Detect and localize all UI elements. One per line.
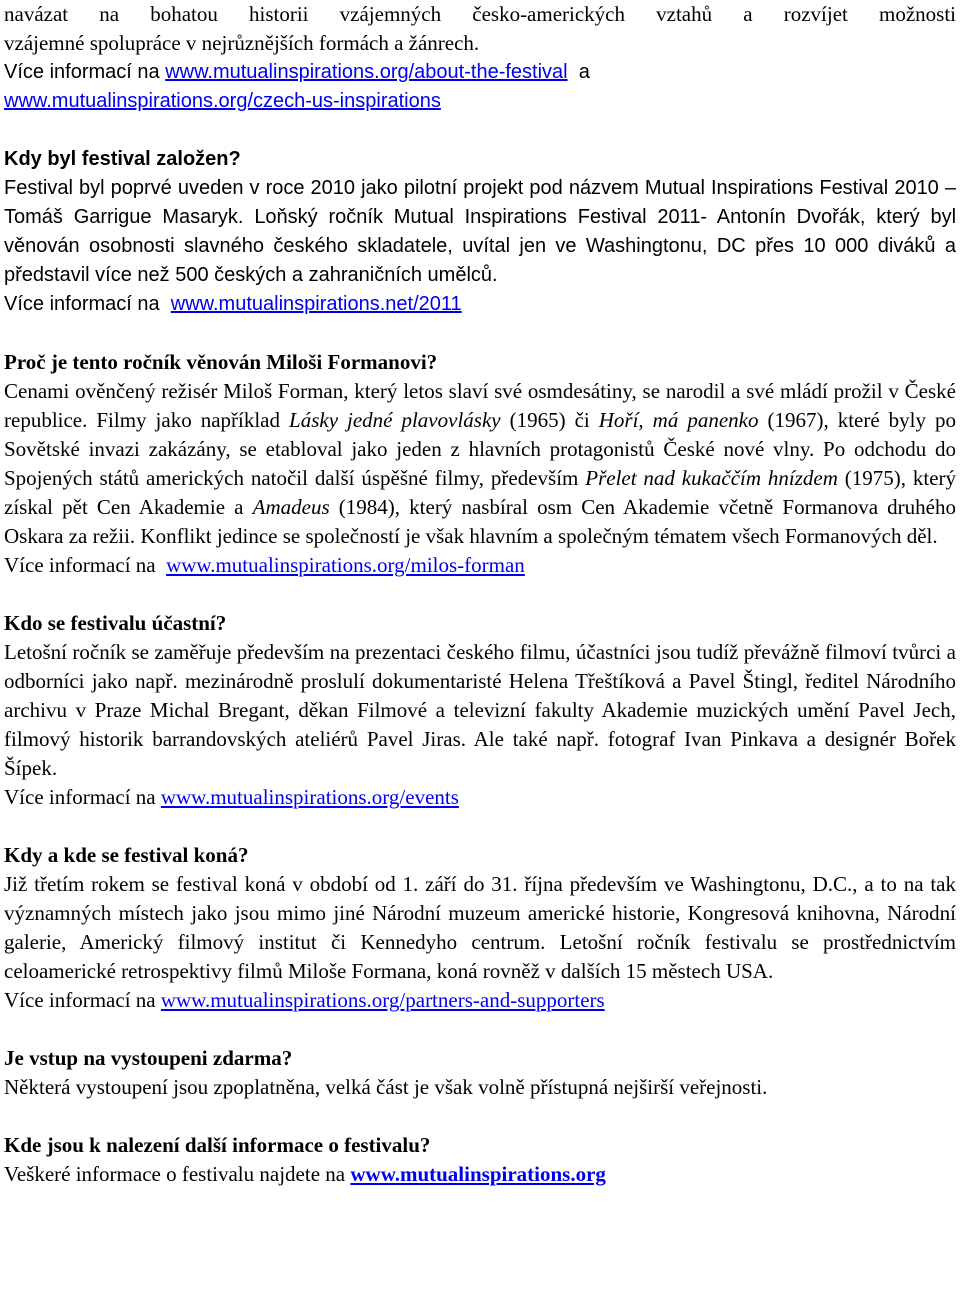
film-title: Lásky jedné plavovlásky <box>289 408 501 432</box>
when-where-more-info <box>4 986 956 1015</box>
czech-us-inspirations-link[interactable]: www.mutualinspirations.org/czech-us-inspirations <box>4 90 441 112</box>
more-info-label: Více informací na <box>4 61 160 83</box>
heading-participants: Kdo se festivalu účastní? <box>4 611 227 635</box>
film-title: Amadeus <box>252 495 330 519</box>
film-title: Přelet nad kukaččím hnízdem <box>585 466 838 490</box>
more-info-label: Více informací na <box>4 988 156 1012</box>
admission-paragraph: Některá vystoupení jsou zpoplatněna, velká část je však volně přístupná nejširší veřejnosti. <box>4 1075 768 1099</box>
intro-line-2: vzájemné spolupráce v nejrůznějších formách a žánrech. <box>4 31 480 55</box>
forman-text-8: Konflikt jedince se společností je však hlavním a společným tématem všech Formanových děl. <box>140 524 938 548</box>
participants-more-info <box>4 783 956 812</box>
founded-text-2: Loňský ročník Mutual Inspirations Festival 2011- Antonín Dvořák, který byl věnován osobnosti slavného českého skladatele, uvítal jen ve Washingtonu, DC přes 10 000 diváků a představil více než 500 českých a zahraničních umělců. <box>4 206 957 286</box>
film-title: Hoří, má panenko <box>598 408 759 432</box>
heading-more-info: Kde jsou k nalezení další informace o festivalu? <box>4 1133 431 1157</box>
forman-text-4: (1967), které byly po Sovětské invazi zakázány, se etabloval jako jeden z hlavních protagonistů České nové vlny. <box>4 408 957 461</box>
heading-founded: Kdy byl festival založen? <box>4 148 241 170</box>
when-where-text-1: Již třetím rokem se festival koná v období od 1. září do 31. října především ve Washingtonu, D.C., a to na tak významných místech jako jsou mimo jiné Národní muzeum americké historie, Kongresová knihovna, Národní galerie, Americký filmový institut či Kennedyho centrum. <box>4 872 956 954</box>
festival-2011-link[interactable]: www.mutualinspirations.net/2011 <box>170 293 462 315</box>
founded-more-info <box>4 290 956 319</box>
more-info-text: Veškeré informace o festivalu najdete na <box>4 1162 346 1186</box>
forman-text-7: (1984), který nasbíral osm Cen Akademie včetně Formanova druhého Oskara za režii. <box>4 495 956 548</box>
heading-when-where: Kdy a kde se festival koná? <box>4 843 249 867</box>
more-info-label: Více informací na <box>4 553 156 577</box>
heading-forman: Proč je tento ročník věnován Miloši Formanovi? <box>4 350 438 374</box>
more-info-label: Více informací na <box>4 785 156 809</box>
partners-link[interactable]: www.mutualinspirations.org/partners-and-supporters <box>160 988 605 1012</box>
intro-line-1: navázat na bohatou historii vzájemných česko-amerických vztahů a rozvíjet možnosti <box>4 2 956 26</box>
founded-paragraph <box>4 174 956 290</box>
forman-text-2: Filmy jako například <box>96 408 281 432</box>
founded-text-1: Festival byl poprvé uveden v roce 2010 jako pilotní projekt pod názvem Mutual Inspirations Festival 2010 – Tomáš Garrigue Masaryk. <box>4 177 956 228</box>
intro-more-info <box>4 58 956 116</box>
when-where-paragraph <box>4 870 956 986</box>
forman-paragraph <box>4 377 956 551</box>
heading-admission: Je vstup na vystoupeni zdarma? <box>4 1046 293 1070</box>
when-where-text-2: Letošní ročník festivalu se prostřednictvím celoamerické retrospektivy filmů Miloše Formana, koná rovněž v dalších 15 městech USA. <box>4 930 957 983</box>
forman-text-5: Po odchodu do Spojených států amerických natočil další úspěšné filmy, především <box>4 437 957 490</box>
events-link[interactable]: www.mutualinspirations.org/events <box>160 785 459 809</box>
main-site-link[interactable]: www.mutualinspirations.org <box>350 1162 606 1186</box>
forman-text-3: (1965) či <box>509 408 590 432</box>
forman-text-6: (1975), který získal pět Cen Akademie a <box>4 466 957 519</box>
more-info-paragraph <box>4 1160 956 1189</box>
participants-paragraph: Letošní ročník se zaměřuje především na prezentaci českého filmu, účastníci jsou tudíž převážně filmoví tvůrci a odborníci jako např. mezinárodně proslulí dokumentaristé Helena Třeštíková a Pavel Štingl, ředitel Národního archivu v Praze Michal Bregant, děkan Filmové a televizní fakulty Akademie muzických umění Pavel Jech, filmový historik barrandovských ateliérů Pavel Jiras. Ale také např. fotograf Ivan Pinkava a designér Bořek Šípek. <box>4 640 956 780</box>
more-info-label: Více informací na <box>4 293 160 315</box>
forman-more-info <box>4 551 956 580</box>
conjunction: a <box>578 61 590 83</box>
about-festival-link[interactable]: www.mutualinspirations.org/about-the-festival <box>165 61 568 83</box>
forman-text-1: Cenami ověnčený režisér Miloš Forman, který letos slaví své osmdesátiny, se narodil a své mládí prožil v České republice. <box>4 379 956 432</box>
milos-forman-link[interactable]: www.mutualinspirations.org/milos-forman <box>166 553 525 577</box>
